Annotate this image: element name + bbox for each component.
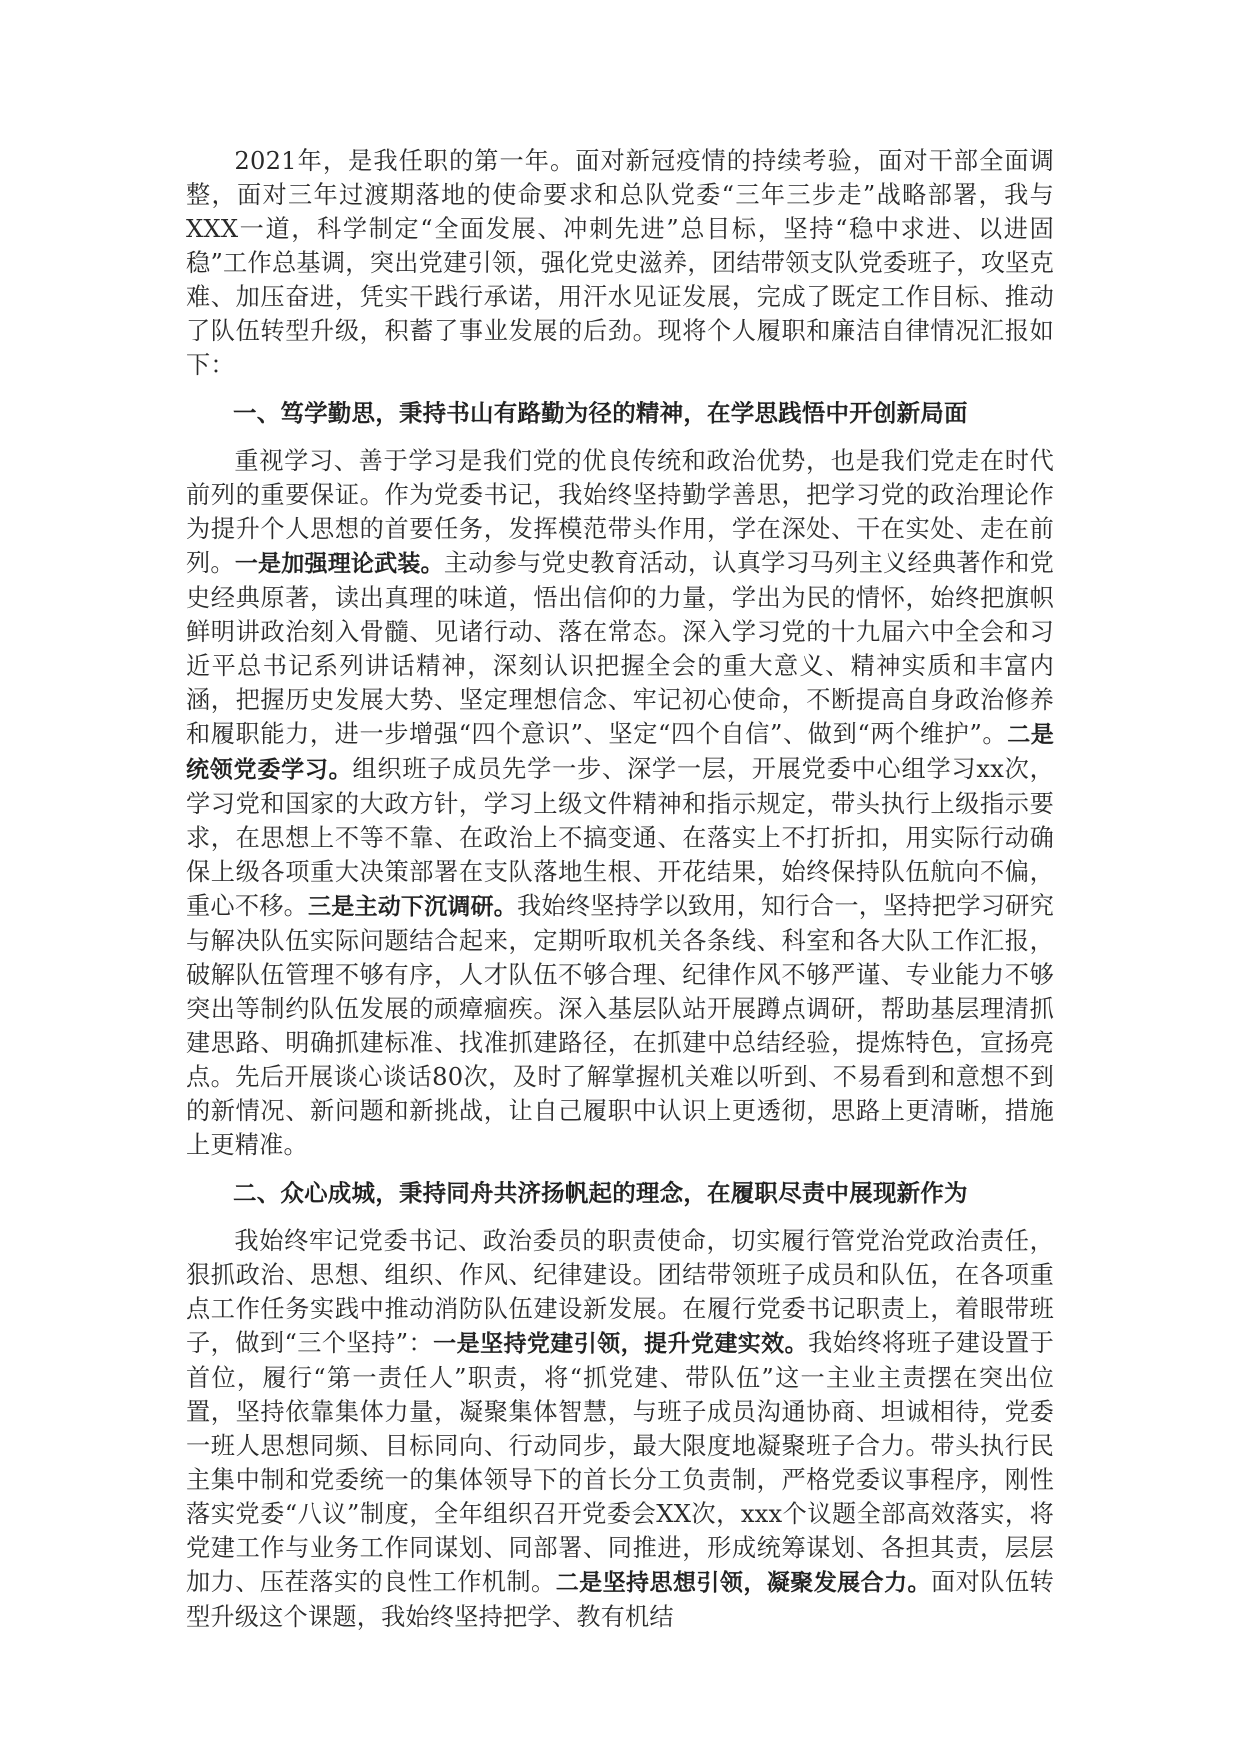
- body-text: 我始终牢记党委书记、政治委员的职责使命，切实履行管党治党政治责任，狠抓政治、思想、组织、作风、纪律建设。团结带领班子成员和队伍，在各项重点工作任务实践中推动消防队伍建设新发展。在履行党委书记职责上，着眼带班子，做到“三个坚持”：: [186, 1227, 1054, 1357]
- section-1-paragraph: [186, 444, 1054, 1162]
- bold-point-2: 二是统领党委学习。: [186, 722, 1054, 783]
- section-heading-1: 一、笃学勤思，秉持书山有路勤为径的精神，在学思践悟中开创新局面: [233, 399, 968, 427]
- body-text: 面对队伍转型升级这个课题，我始终坚持把学、教有机结: [186, 1568, 1054, 1631]
- bold-point-1: 一是加强理论武装。: [234, 551, 444, 577]
- section-2-paragraph: [186, 1224, 1054, 1634]
- bold-point-3: 三是主动下沉调研。: [308, 894, 518, 920]
- intro-paragraph: 2021年，是我任职的第一年。面对新冠疫情的持续考验，面对干部全面调整，面对三年过渡期落地的使命要求和总队党委“三年三步走”战略部署，我与XXX一道，科学制定“全面发展、冲刺先进”总目标，坚持“稳中求进、以进固稳”工作总基调，突出党建引领，强化党史滋养，团结带领支队党委班子，攻坚克难、加压奋进，凭实干践行承诺，用汗水见证发展，完成了既定工作目标、推动了队伍转型升级，积蓄了事业发展的后劲。现将个人履职和廉洁自律情况汇报如下：: [186, 147, 1054, 379]
- body-text: 我始终坚持学以致用，知行合一，坚持把学习研究与解决队伍实际问题结合起来，定期听取机关各条线、科室和各大队工作汇报，破解队伍管理不够有序，人才队伍不够合理、纪律作风不够严谨、专业能力不够突出等制约队伍发展的顽瘴痼疾。深入基层队站开展蹲点调研，帮助基层理清抓建思路、明确抓建标准、找准抓建路径，在抓建中总结经验，提炼特色，宣扬亮点。先后开展谈心谈话80次，及时了解掌握机关难以听到、不易看到和意想不到的新情况、新问题和新挑战，让自己履职中认识上更透彻，思路上更清晰，措施上更精准。: [186, 892, 1054, 1159]
- body-text: 我始终将班子建设置于首位，履行“第一责任人”职责，将“抓党建、带队伍”这一主业主责摆在突出位置，坚持依靠集体力量，凝聚集体智慧，与班子成员沟通协商、坦诚相待，党委一班人思想同频、目标同向、行动同步，最大限度地凝聚班子合力。带头执行民主集中制和党委统一的集体领导下的首长分工负责制，严格党委议事程序，刚性落实党委“八议”制度，全年组织召开党委会XX次，xxx个议题全部高效落实，将党建工作与业务工作同谋划、同部署、同推进，形成统筹谋划、各担其责，层层加力、压茬落实的良性工作机制。: [186, 1329, 1054, 1596]
- section-heading-2: 二、众心成城，秉持同舟共济扬帆起的理念，在履职尽责中展现新作为: [233, 1179, 968, 1207]
- body-text: 组织班子成员先学一步、深学一层，开展党委中心组学习xx次，学习党和国家的大政方针，学习上级文件精神和指示规定，带头执行上级指示要求，在思想上不等不靠、在政治上不搞变通、在落实上不打折扣，用实际行动确保上级各项重大决策部署在支队落地生根、开花结果，始终保持队伍航向不偏，重心不移。: [186, 755, 1054, 920]
- bold-point-2: 二是坚持思想引领，凝聚发展合力。: [555, 1570, 932, 1596]
- body-text: 主动参与党史教育活动，认真学习马列主义经典著作和党史经典原著，读出真理的味道，悟出信仰的力量，学出为民的情怀，始终把旗帜鲜明讲政治刻入骨髓、见诸行动、落在常态。深入学习党的十九届六中全会和习近平总书记系列讲话精神，深刻认识把握全会的重大意义、精神实质和丰富内涵，把握历史发展大势、坚定理想信念、牢记初心使命，不断提高自身政治修养和履职能力，进一步增强“四个意识”、坚定“四个自信”、做到“两个维护”。: [186, 549, 1054, 748]
- body-text: 重视学习、善于学习是我们党的优良传统和政治优势，也是我们党走在时代前列的重要保证。作为党委书记，我始终坚持勤学善思，把学习党的政治理论作为提升个人思想的首要任务，发挥模范带头作用，学在深处、干在实处、走在前列。: [186, 447, 1054, 577]
- bold-point-1: 一是坚持党建引领，提升党建实效。: [433, 1331, 809, 1357]
- document-page: [186, 144, 1054, 1634]
